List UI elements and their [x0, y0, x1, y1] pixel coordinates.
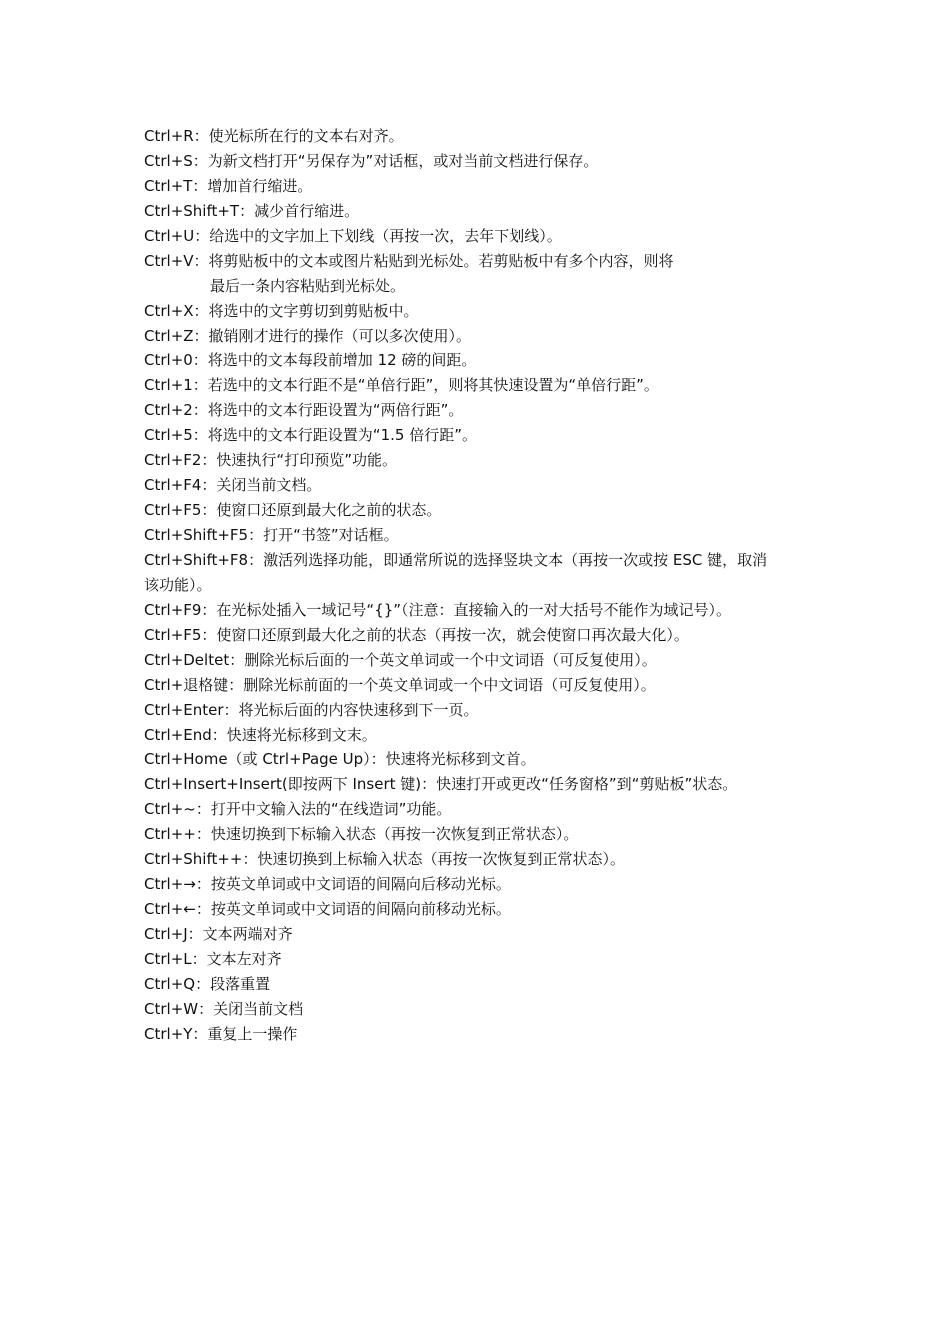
shortcut-line-ctrl-shift-f8: Ctrl+Shift+F8：激活列选择功能，即通常所说的选择竖块文本（再按一次或按 ESC 键，取消 — [144, 550, 768, 569]
shortcut-line-ctrl-shift-plus: Ctrl+Shift++：快速切换到上标输入状态（再按一次恢复到正常状态）。 — [144, 850, 625, 869]
shortcut-line-ctrl-f5-second: Ctrl+F5：使窗口还原到最大化之前的状态（再按一次，就会使窗口再次最大化）。 — [144, 625, 689, 644]
shortcut-line-ctrl-y: Ctrl+Y：重复上一操作 — [144, 1024, 298, 1043]
shortcut-line-ctrl-right-arrow: Ctrl+→：按英文单词或中文词语的间隔向后移动光标。 — [144, 875, 511, 894]
shortcut-line-ctrl-shift-f5: Ctrl+Shift+F5：打开“书签”对话框。 — [144, 526, 399, 544]
shortcut-line-ctrl-z: Ctrl+Z：撤销刚才进行的操作（可以多次使用）。 — [144, 326, 472, 345]
shortcut-line-ctrl-1: Ctrl+1：若选中的文本行距不是“单倍行距”，则将其快速设置为“单倍行距”。 — [144, 376, 659, 395]
shortcut-line-ctrl-shift-f8-continued: 该功能）。 — [144, 575, 212, 594]
shortcut-list — [144, 124, 812, 1047]
shortcut-line-ctrl-home: Ctrl+Home（或 Ctrl+Page Up）：快速将光标移到文首。 — [144, 750, 536, 769]
shortcut-line-ctrl-w: Ctrl+W：关闭当前文档 — [144, 999, 304, 1018]
shortcut-line-ctrl-left-arrow: Ctrl+←：按英文单词或中文词语的间隔向前移动光标。 — [144, 900, 511, 919]
shortcut-line-ctrl-v-continued: 最后一条内容粘贴到光标处。 — [210, 276, 406, 295]
shortcut-line-ctrl-f4: Ctrl+F4：关闭当前文档。 — [144, 476, 322, 495]
shortcut-line-ctrl-shift-t: Ctrl+Shift+T：减少首行缩进。 — [144, 201, 360, 220]
shortcut-line-ctrl-t: Ctrl+T：增加首行缩进。 — [144, 176, 313, 195]
shortcut-line-ctrl-f5: Ctrl+F5：使窗口还原到最大化之前的状态。 — [144, 501, 442, 520]
shortcut-line-ctrl-l: Ctrl+L：文本左对齐 — [144, 949, 282, 968]
shortcut-line-ctrl-2: Ctrl+2：将选中的文本行距设置为“两倍行距”。 — [144, 401, 464, 420]
shortcut-line-ctrl-tilde: Ctrl+~：打开中文输入法的“在线造词”功能。 — [144, 800, 452, 819]
shortcut-line-ctrl-s: Ctrl+S：为新文档打开“另保存为”对话框，或对当前文档进行保存。 — [144, 151, 599, 170]
shortcut-line-ctrl-f9: Ctrl+F9：在光标处插入一域记号“{}”（注意：直接输入的一对大括号不能作为域记号）。 — [144, 600, 732, 619]
shortcut-line-ctrl-q: Ctrl+Q：段落重置 — [144, 974, 271, 993]
shortcut-line-ctrl-x: Ctrl+X：将选中的文字剪切到剪贴板中。 — [144, 301, 419, 320]
shortcut-line-ctrl-f2: Ctrl+F2：快速执行“打印预览”功能。 — [144, 451, 397, 470]
shortcut-line-ctrl-j: Ctrl+J：文本两端对齐 — [144, 925, 293, 943]
shortcut-line-ctrl-u: Ctrl+U：给选中的文字加上下划线（再按一次，去年下划线）。 — [144, 226, 562, 245]
shortcut-line-ctrl-v: Ctrl+V：将剪贴板中的文本或图片粘贴到光标处。若剪贴板中有多个内容，则将 — [144, 251, 674, 270]
shortcut-line-ctrl-r: Ctrl+R：使光标所在行的文本右对齐。 — [144, 127, 404, 145]
shortcut-line-ctrl-insert: Ctrl+Insert+Insert(即按两下 Insert 键)：快速打开或更改“任务窗格”到“剪贴板”状态。 — [144, 775, 738, 794]
shortcut-line-ctrl-enter: Ctrl+Enter：将光标后面的内容快速移到下一页。 — [144, 700, 479, 719]
shortcut-line-ctrl-backspace: Ctrl+退格键：删除光标前面的一个英文单词或一个中文词语（可反复使用）。 — [144, 675, 656, 694]
shortcut-line-ctrl-plus: Ctrl++：快速切换到下标输入状态（再按一次恢复到正常状态）。 — [144, 825, 579, 844]
shortcut-line-ctrl-0: Ctrl+0：将选中的文本每段前增加 12 磅的间距。 — [144, 351, 477, 370]
shortcut-line-ctrl-5: Ctrl+5：将选中的文本行距设置为“1.5 倍行距”。 — [144, 426, 477, 445]
shortcut-line-ctrl-end: Ctrl+End：快速将光标移到文末。 — [144, 725, 377, 744]
shortcut-line-ctrl-delete: Ctrl+Deltet：删除光标后面的一个英文单词或一个中文词语（可反复使用）。 — [144, 650, 657, 669]
